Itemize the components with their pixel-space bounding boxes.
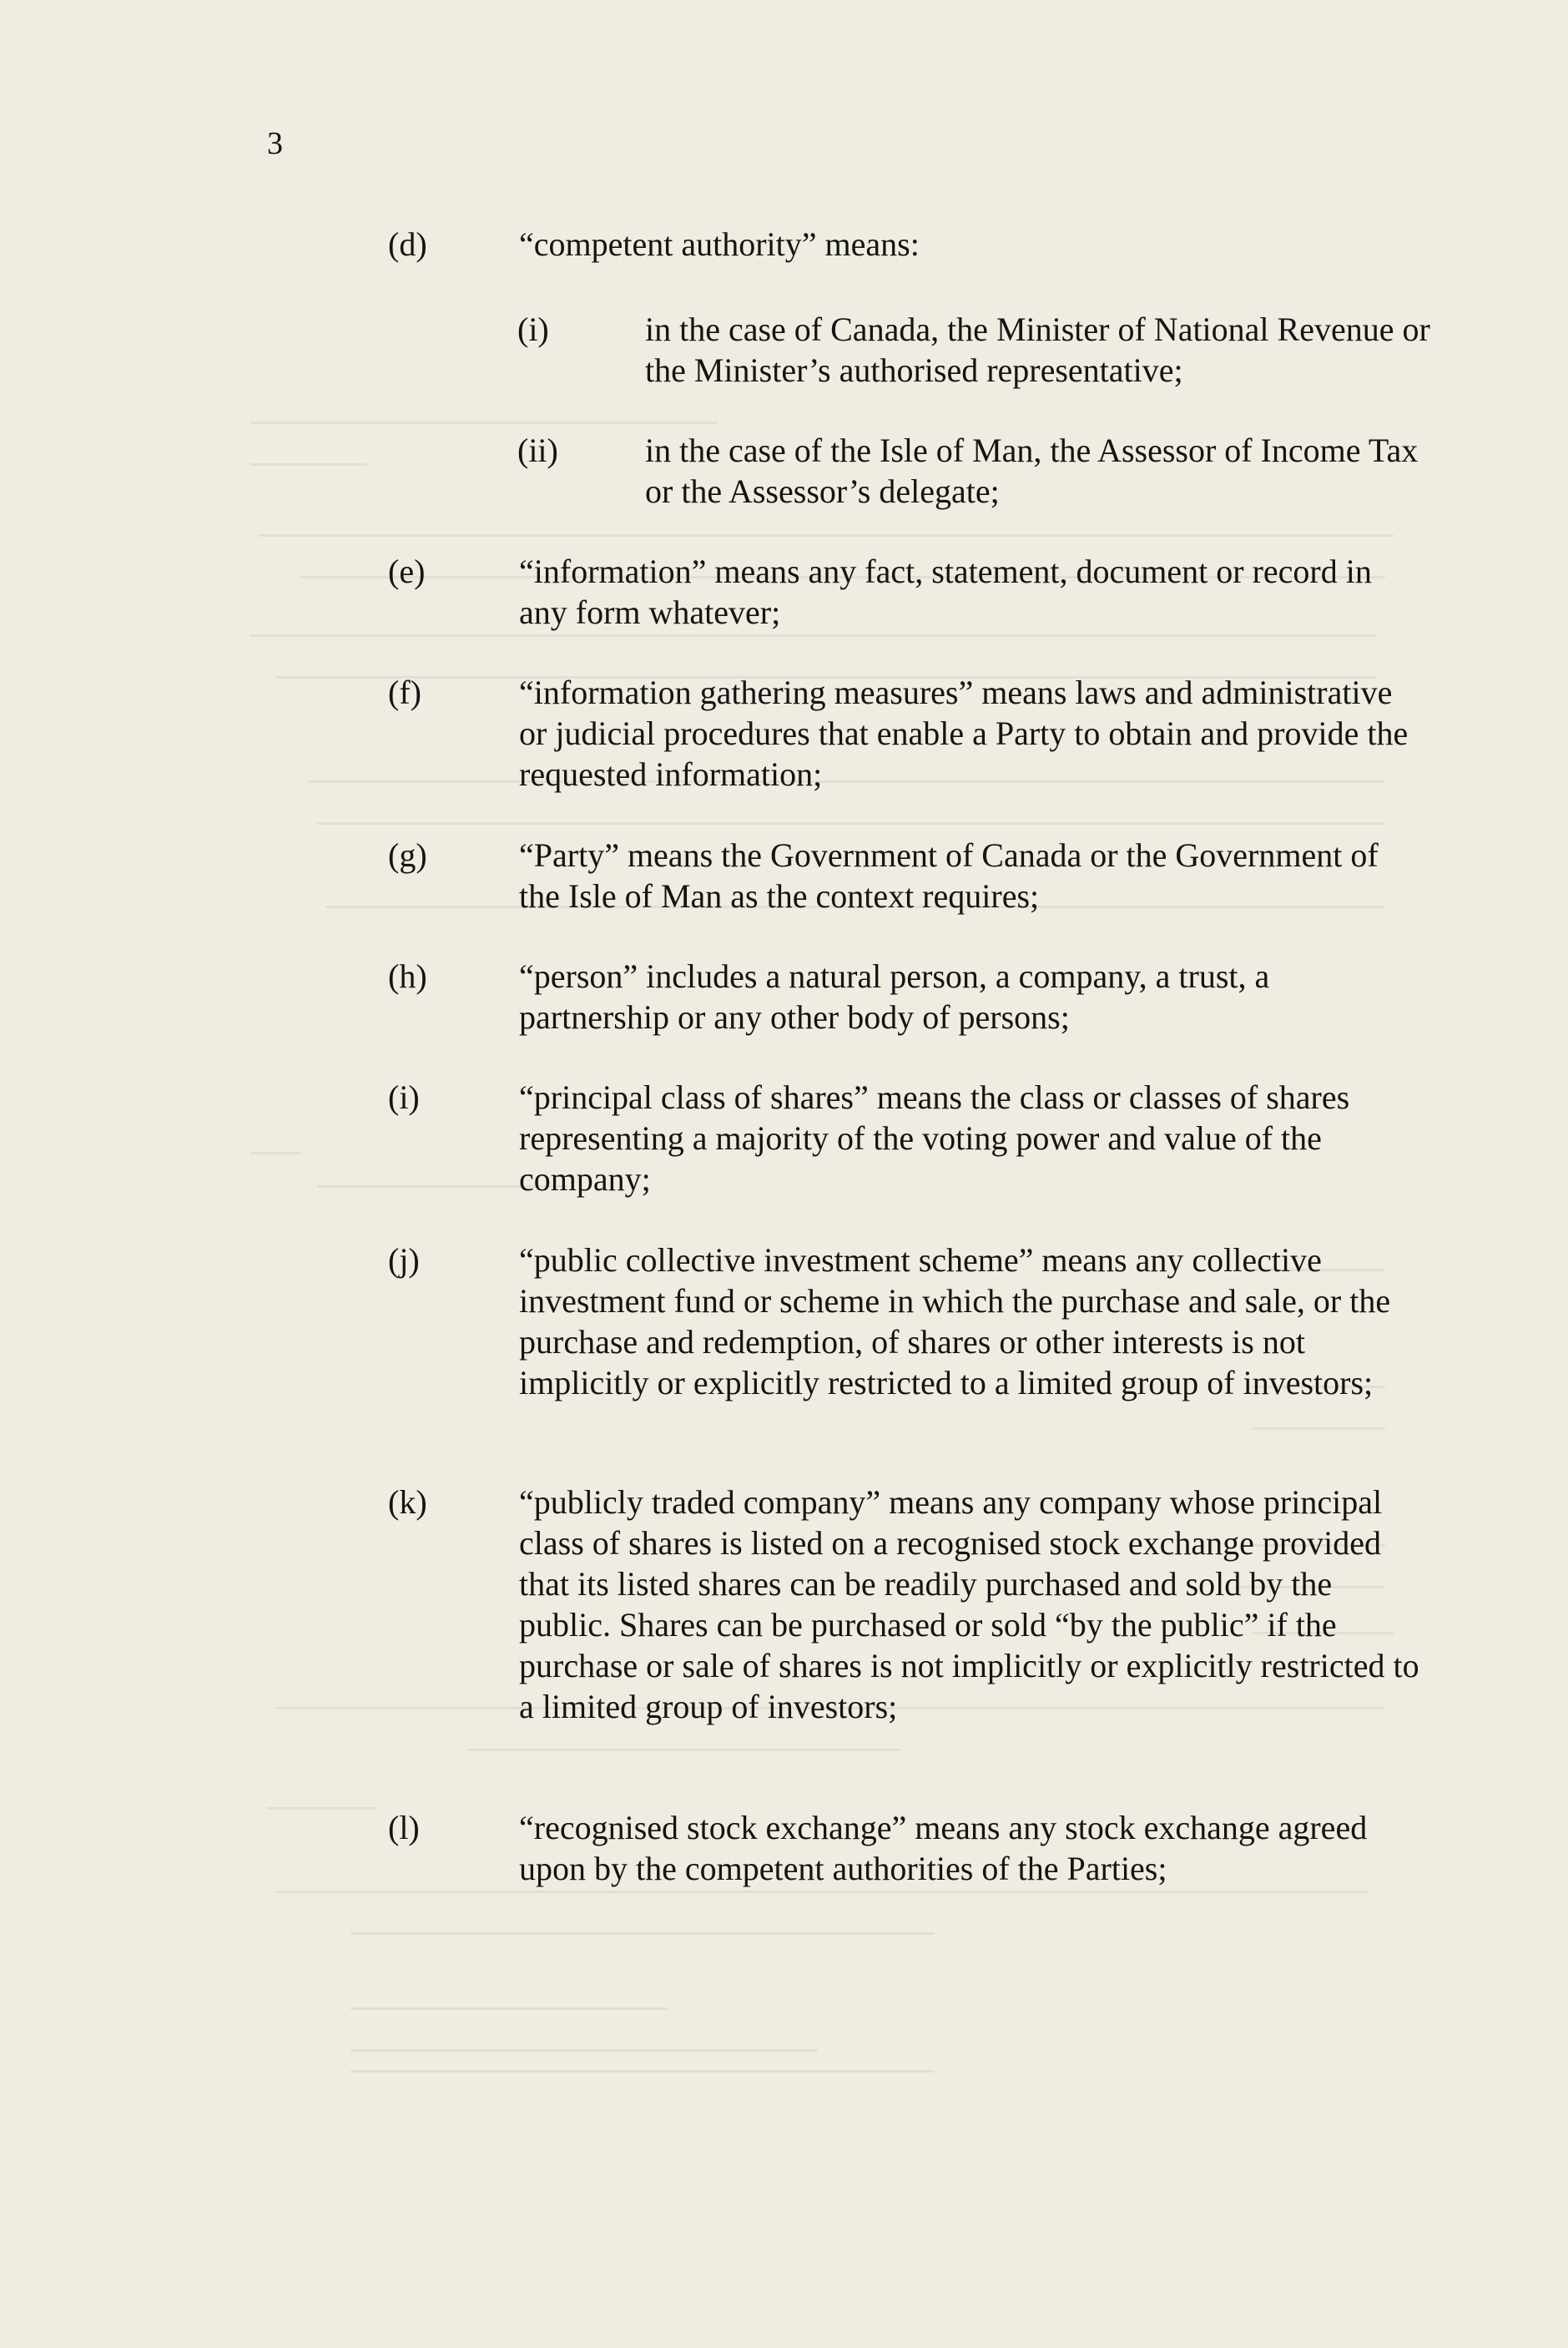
page-number: 3: [267, 126, 283, 161]
definition-label: (e): [388, 553, 426, 590]
definition-text: “recognised stock exchange” means any stock exchange agreed upon by the competent authorities of the Parties;: [519, 1809, 1368, 1887]
definition-text: “competent authority” means:: [519, 225, 920, 263]
definition-text: “public collective investment scheme” means any collective investment fund or scheme in which the purchase and sale, or the purchase and redemption, of shares or other interests is not implicitly or explicitly restricted to a limited group of investors;: [519, 1241, 1391, 1401]
subitem-label: (i): [517, 311, 549, 348]
definition-label: (j): [388, 1241, 420, 1279]
definition-item-d: [388, 224, 1423, 265]
subitem-text: in the case of Canada, the Minister of National Revenue or the Minister’s authorised representative;: [645, 311, 1430, 389]
definition-text: “principal class of shares” means the class or classes of shares representing a majority of the voting power and value of the company;: [519, 1078, 1350, 1198]
definition-label: (f): [388, 674, 421, 711]
definition-label: (d): [388, 225, 427, 263]
definition-item-e: [388, 551, 1423, 633]
definition-item-l: [388, 1807, 1423, 1889]
definition-label: (g): [388, 836, 427, 874]
definition-text: “Party” means the Government of Canada or the Government of the Isle of Man as the context requires;: [519, 836, 1379, 915]
definition-item-i: [388, 1077, 1423, 1199]
definition-item-f: [388, 672, 1423, 795]
subitem-text: in the case of the Isle of Man, the Assessor of Income Tax or the Assessor’s delegate;: [645, 432, 1419, 510]
definition-label: (l): [388, 1809, 420, 1846]
subitem-d-i: [517, 309, 1435, 391]
definition-text: “person” includes a natural person, a company, a trust, a partnership or any other body of persons;: [519, 957, 1270, 1036]
definition-item-g: [388, 835, 1423, 916]
subitem-d-ii: [517, 430, 1435, 512]
definition-label: (h): [388, 957, 427, 995]
definition-item-j: [388, 1240, 1423, 1403]
definition-text: “information” means any fact, statement, document or record in any form whatever;: [519, 553, 1372, 631]
definition-text: “information gathering measures” means laws and administrative or judicial procedures that enable a Party to obtain and provide the requested information;: [519, 674, 1409, 793]
definition-label: (k): [388, 1483, 427, 1521]
definition-label: (i): [388, 1078, 420, 1116]
definition-item-h: [388, 956, 1423, 1038]
definition-text: “publicly traded company” means any company whose principal class of shares is listed on a recognised stock exchange provided that its listed shares can be readily purchased and sold by the public. Shares can be purchased or sold “by the public” if the purchase or sale of shares is not implicitly or explicitly restricted to a limited group of investors;: [519, 1483, 1419, 1725]
definition-item-k: [388, 1482, 1423, 1727]
subitem-label: (ii): [517, 432, 558, 469]
